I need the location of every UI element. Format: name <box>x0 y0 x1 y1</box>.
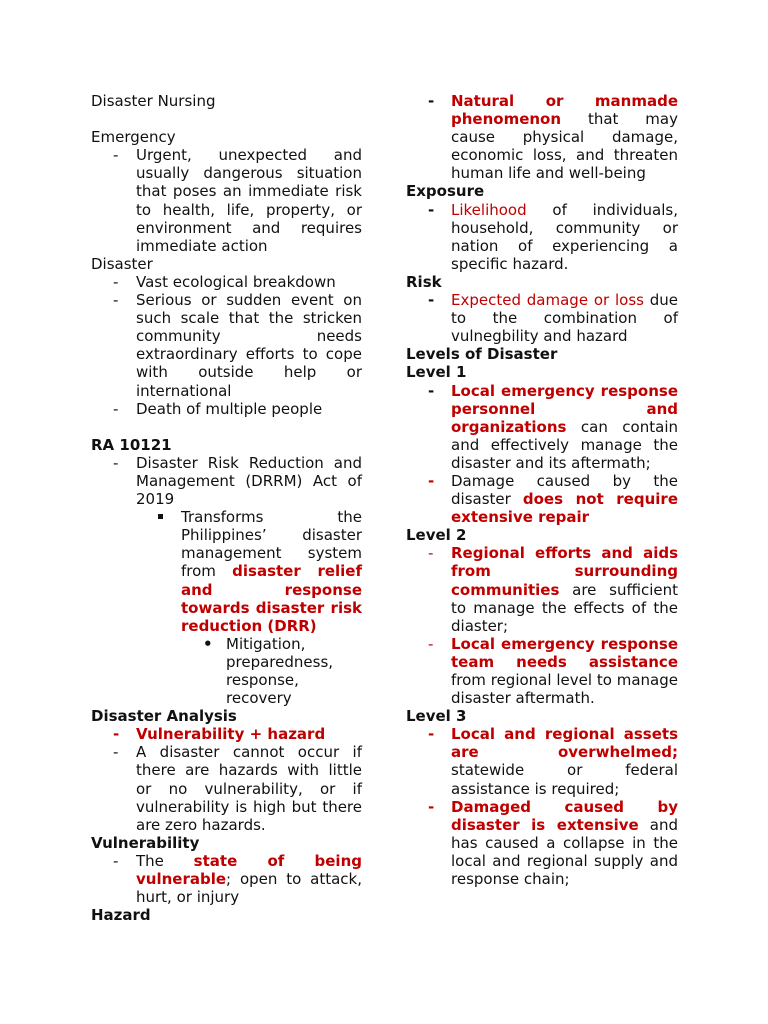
dash-marker: - <box>113 291 119 310</box>
dash-marker: - <box>428 797 435 816</box>
square-bullet-icon <box>158 508 163 526</box>
list-item: - Local emergency response team needs assistance from regional level to manage disaster aftermath. <box>428 634 678 708</box>
level2-heading: Level 2 <box>406 526 467 545</box>
bullet-marker: • <box>203 634 213 653</box>
list-item: - Local and regional assets are overwhelmed; statewide or federal assistance is required; <box>428 725 678 798</box>
dash-marker: - <box>428 381 435 400</box>
dash-marker: - <box>113 851 119 870</box>
list-item-sub: Transforms the Philippines’ disaster management system from disaster relief and response towards disaster risk reduction (DRR) <box>91 508 362 635</box>
right-column <box>406 92 678 888</box>
disaster-heading: Disaster <box>91 254 153 273</box>
list-item: - Urgent, unexpected and usually dangerous situation that poses an immediate risk to health, life, property, or environment and requires immediate action <box>113 146 362 255</box>
emergency-heading: Emergency <box>91 128 176 147</box>
level1-heading: Level 1 <box>406 363 467 382</box>
list-item: - Vast ecological breakdown <box>113 272 336 291</box>
dash-marker: - <box>428 471 435 490</box>
list-item: - Serious or sudden event on such scale that the stricken community needs extraordinary efforts to cope with outside help or international <box>113 291 362 400</box>
dash-marker: - <box>428 92 435 110</box>
list-item: - Regional efforts and aids from surrounding communities are sufficient to manage the effects of the diaster; <box>428 544 678 635</box>
list-item: - Damaged caused by disaster is extensive and has caused a collapse in the local and regional supply and response chain; <box>428 797 678 889</box>
risk-heading: Risk <box>406 272 442 291</box>
level3-heading: Level 3 <box>406 707 467 726</box>
levels-heading: Levels of Disaster <box>406 345 558 364</box>
document-title: Disaster Nursing <box>91 92 216 110</box>
ra-heading: RA 10121 <box>91 435 172 454</box>
dash-marker: - <box>113 725 120 744</box>
list-item-subsub: • Mitigation, preparedness, response, recovery <box>203 634 334 708</box>
dash-marker: - <box>113 453 119 472</box>
list-item: - The state of being vulnerable; open to attack, hurt, or injury <box>113 851 362 907</box>
dash-marker: - <box>428 200 435 219</box>
dash-marker: - <box>113 146 119 165</box>
dash-marker: - <box>113 399 119 418</box>
left-column <box>91 92 362 924</box>
dash-marker: - <box>113 743 119 762</box>
hazard-heading: Hazard <box>91 906 151 925</box>
exposure-heading: Exposure <box>406 182 485 201</box>
dash-marker: - <box>113 272 119 291</box>
dash-marker: - <box>428 634 434 653</box>
list-item: - Vulnerability + hazard <box>113 725 326 744</box>
list-item: - Local emergency response personnel and organizations can contain and effectively manage the disaster and its aftermath; <box>428 381 678 472</box>
vulnerability-heading: Vulnerability <box>91 833 200 852</box>
list-item: - Natural or manmade phenomenon that may cause physical damage, economic loss, and threaten human life and well-being <box>428 92 678 183</box>
dash-marker: - <box>428 725 435 744</box>
dash-marker: - <box>428 291 435 310</box>
list-item: - Likelihood of individuals, household, community or nation of experiencing a specific hazard. <box>428 200 678 273</box>
list-item: - A disaster cannot occur if there are hazards with little or no vulnerability, or if vulnerability is high but there are zero hazards. <box>113 743 362 834</box>
list-item: - Damage caused by the disaster does not require extensive repair <box>428 471 678 527</box>
dash-marker: - <box>428 544 434 563</box>
list-item: - Death of multiple people <box>113 399 323 418</box>
list-item: - Disaster Risk Reduction and Management (DRRM) Act of 2019 <box>113 453 362 509</box>
list-item: - Expected damage or loss due to the combination of vulnegbility and hazard <box>428 291 679 346</box>
analysis-heading: Disaster Analysis <box>91 707 237 726</box>
